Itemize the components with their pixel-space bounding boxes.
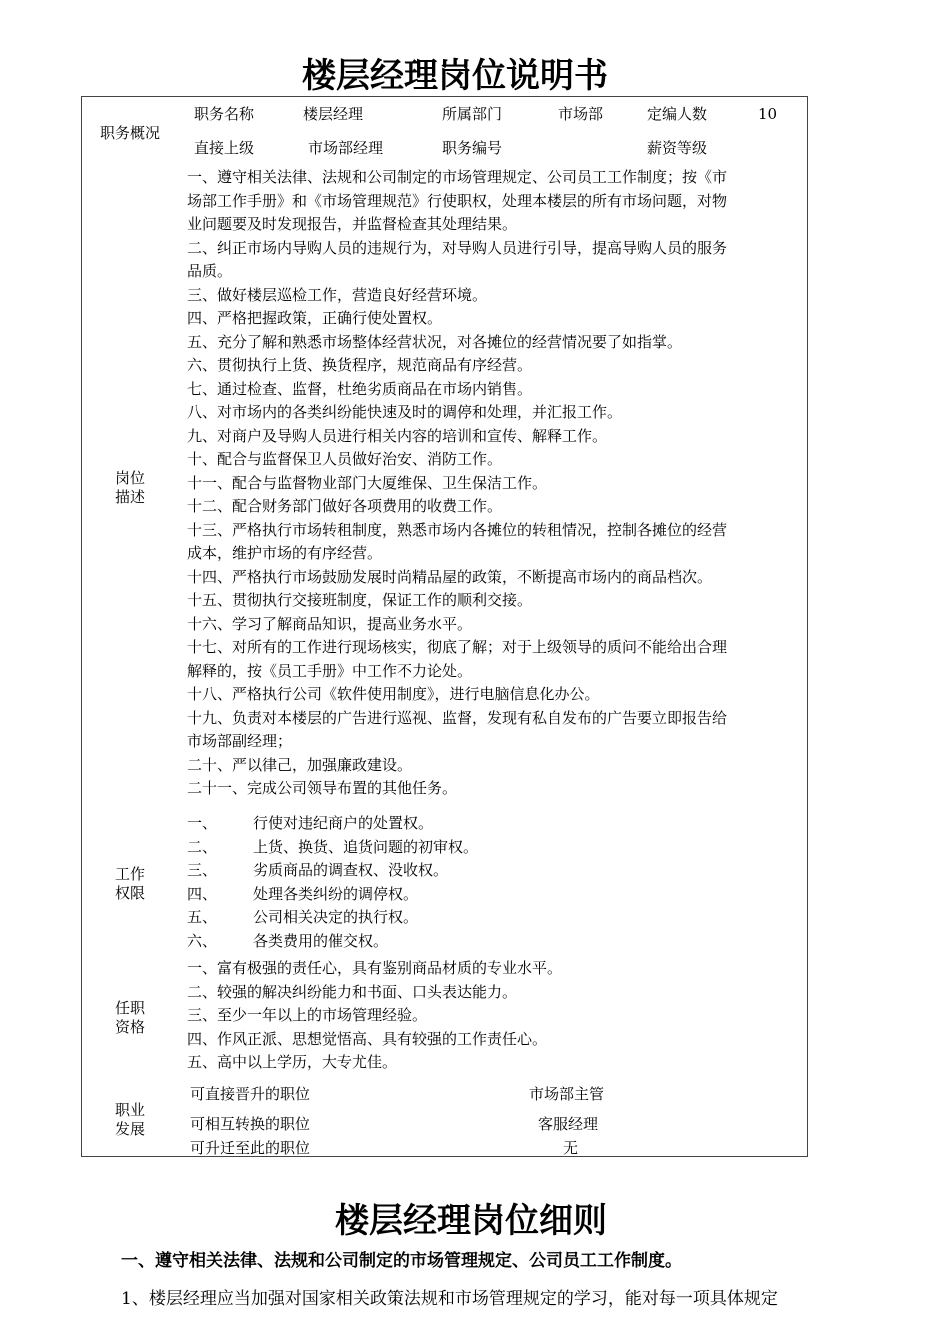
document-title: 楼层经理岗位说明书 <box>302 56 608 96</box>
duty-line: 十二、配合财务部门做好各项费用的收费工作。 <box>187 497 503 515</box>
section-paragraph: 1、楼层经理应当加强对国家相关政策法规和市场管理规定的学习，能对每一项具体规定 <box>121 1289 778 1309</box>
headcount-label: 定编人数 <box>647 105 708 123</box>
duty-line: 十四、严格执行市场鼓励发展时尚精品屋的政策，不断提高市场内的商品档次。 <box>187 567 713 586</box>
duty-line: 十八、严格执行公司《软件使用制度》，进行电脑信息化办公。 <box>187 685 600 703</box>
career-promotion-value: 市场部主管 <box>529 1085 605 1103</box>
duty-line: 二十、严以律己，加强廉政建设。 <box>187 755 413 774</box>
career-source-label: 可升迁至此的职位 <box>190 1139 311 1157</box>
authority-item-number: 五、 <box>187 908 218 926</box>
qualifications-category: 任职 资格 <box>114 999 145 1036</box>
authority-item-text: 处理各类纠纷的调停权。 <box>253 884 419 903</box>
superior-label: 直接上级 <box>194 139 255 157</box>
job-code-label: 职务编号 <box>442 139 503 157</box>
duty-line: 十七、对所有的工作进行现场核实，彻底了解；对于上级领导的质问不能给出合理 <box>187 638 728 656</box>
authority-item-number: 四、 <box>187 884 218 903</box>
duty-line: 九、对商户及导购人员进行相关内容的培训和宣传、解释工作。 <box>187 426 608 445</box>
duties-list <box>187 166 727 801</box>
authority-item-number: 二、 <box>187 837 218 856</box>
duty-line: 十六、学习了解商品知识，提高业务水平。 <box>187 614 473 633</box>
duty-line: 业问题要及时发现报告，并监督检查其处理结果。 <box>187 215 518 233</box>
authority-item <box>187 812 478 836</box>
superior-value: 市场部经理 <box>308 139 384 157</box>
authority-item-text: 公司相关决定的执行权。 <box>253 908 419 926</box>
authority-item <box>187 883 478 907</box>
overview-category: 职务概况 <box>100 124 161 142</box>
duty-line: 四、严格把握政策，正确行使处置权。 <box>187 309 443 327</box>
qualification-line: 五、高中以上学历，大专尤佳。 <box>187 1053 398 1071</box>
qualification-line: 二、较强的解决纠纷能力和书面、口头表达能力。 <box>187 982 518 1001</box>
qualifications-list <box>187 957 562 1075</box>
section-title: 楼层经理岗位细则 <box>335 1201 607 1241</box>
duty-line: 十一、配合与监督物业部门大厦维保、卫生保洁工作。 <box>187 473 548 492</box>
duty-line: 五、充分了解和熟悉市场整体经营状况，对各摊位的经营情况要了如指掌。 <box>187 332 683 351</box>
duty-line: 一、遵守相关法律、法规和公司制定的市场管理规定、公司员工工作制度；按《市 <box>187 168 728 186</box>
authority-item-text: 上货、换货、追货问题的初审权。 <box>253 837 479 856</box>
qualification-line: 一、富有极强的责任心，具有鉴别商品材质的专业水平。 <box>187 959 563 977</box>
authority-item-number: 三、 <box>187 861 218 879</box>
duty-line: 品质。 <box>187 262 233 280</box>
department-label: 所属部门 <box>442 105 503 123</box>
section-heading: 一、遵守相关法律、法规和公司制定的市场管理规定、公司员工工作制度。 <box>121 1251 682 1271</box>
duty-line: 七、通过检查、监督，杜绝劣质商品在市场内销售。 <box>187 379 533 398</box>
career-transfer-value: 客服经理 <box>538 1115 599 1133</box>
salary-grade-label: 薪资等级 <box>647 139 708 157</box>
career-promotion-label: 可直接晋升的职位 <box>190 1085 311 1103</box>
authority-item-text: 各类费用的催交权。 <box>253 931 389 950</box>
qualification-line: 三、至少一年以上的市场管理经验。 <box>187 1006 428 1024</box>
authority-item-number: 一、 <box>187 814 218 832</box>
duty-line: 十九、负责对本楼层的广告进行巡视、监督，发现有私自发布的广告要立即报告给 <box>187 708 728 727</box>
career-source-value: 无 <box>563 1139 579 1157</box>
duty-line: 成本，维护市场的有序经营。 <box>187 544 383 562</box>
authority-list <box>187 812 478 953</box>
authority-item <box>187 859 478 883</box>
authority-item <box>187 906 478 930</box>
duty-line: 二、纠正市场内导购人员的违规行为，对导购人员进行引导，提高导购人员的服务 <box>187 238 728 257</box>
duty-line: 市场部副经理； <box>187 732 293 750</box>
department-value: 市场部 <box>558 105 604 123</box>
authority-item-number: 六、 <box>187 931 218 950</box>
job-title-value: 楼层经理 <box>303 105 364 123</box>
duty-line: 场部工作手册》和《市场管理规范》行使职权，处理本楼层的所有市场问题，对物 <box>187 191 728 210</box>
duty-line: 十、配合与监督保卫人员做好治安、消防工作。 <box>187 450 503 468</box>
duty-line: 解释的，按《员工手册》中工作不力论处。 <box>187 661 473 680</box>
duty-line: 八、对市场内的各类纠纷能快速及时的调停和处理，并汇报工作。 <box>187 403 623 421</box>
authority-item-text: 行使对违纪商户的处置权。 <box>253 814 434 832</box>
authority-item-text: 劣质商品的调查权、没收权。 <box>253 861 449 879</box>
authority-item <box>187 930 478 954</box>
job-title-label: 职务名称 <box>194 105 255 123</box>
qualification-line: 四、作风正派、思想觉悟高、具有较强的工作责任心。 <box>187 1029 548 1048</box>
career-transfer-label: 可相互转换的职位 <box>190 1115 311 1133</box>
duty-line: 三、做好楼层巡检工作，营造良好经营环境。 <box>187 285 488 304</box>
authority-category: 工作 权限 <box>114 865 145 902</box>
headcount-value: 10 <box>758 105 778 123</box>
authority-item <box>187 836 478 860</box>
career-category: 职业 发展 <box>114 1101 145 1138</box>
duty-line: 二十一、完成公司领导布置的其他任务。 <box>187 779 458 797</box>
duty-line: 六、贯彻执行上货、换货程序，规范商品有序经营。 <box>187 356 533 374</box>
duty-line: 十五、贯彻执行交接班制度，保证工作的顺利交接。 <box>187 591 533 609</box>
duty-line: 十三、严格执行市场转租制度，熟悉市场内各摊位的转租情况，控制各摊位的经营 <box>187 520 728 539</box>
duties-category: 岗位 描述 <box>114 469 145 506</box>
